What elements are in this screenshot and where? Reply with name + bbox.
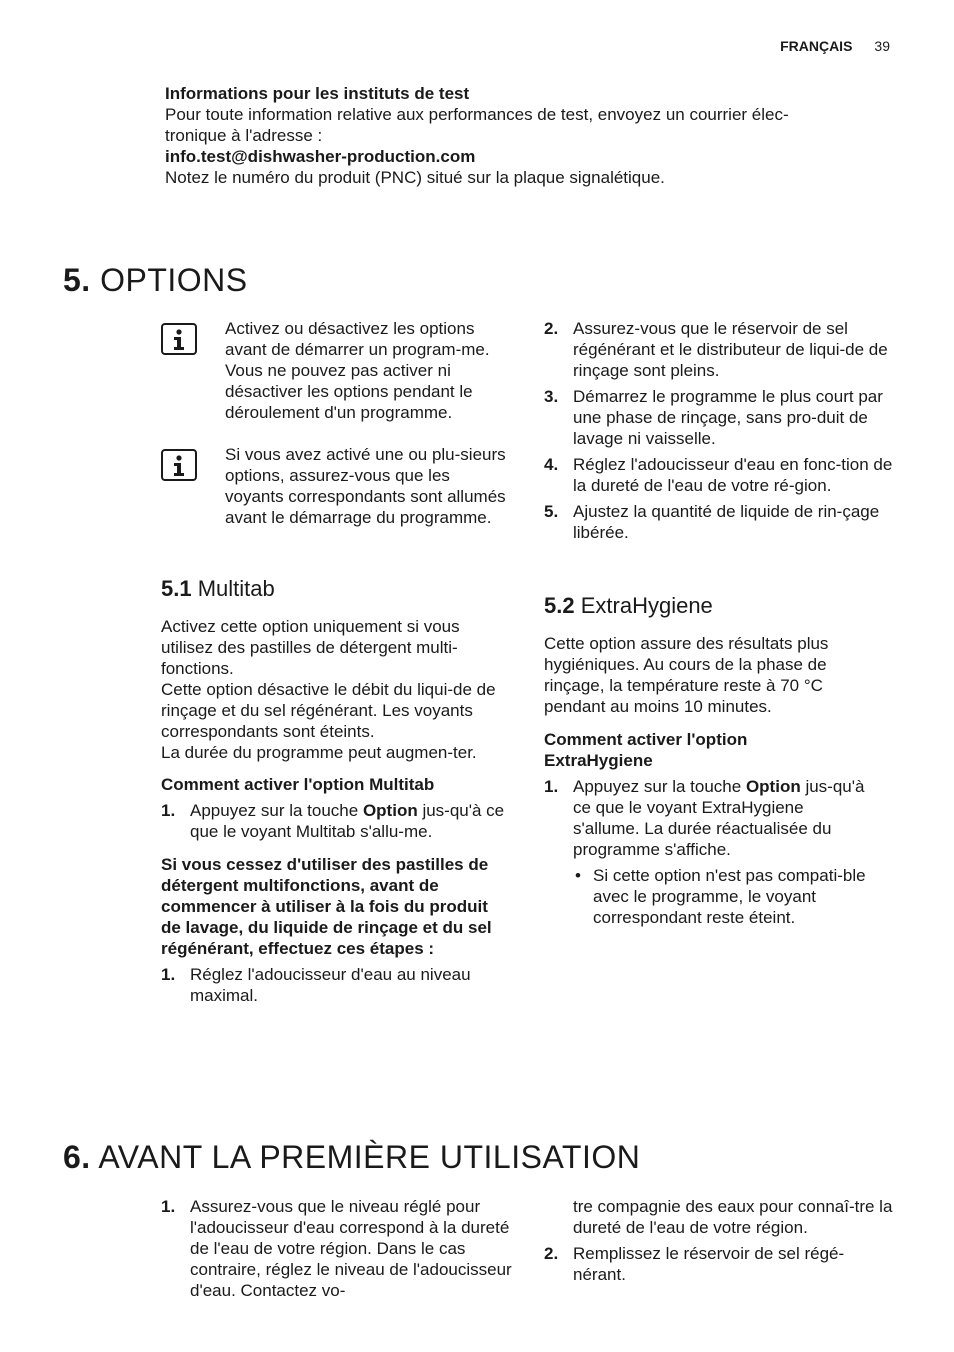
multitab-body [161, 616, 511, 1006]
page-header [760, 38, 890, 54]
list-item [544, 1243, 896, 1285]
step-text: Ajustez la quantité de liquide de rin-çage libérée. [573, 502, 880, 542]
extrahygiene-body [544, 633, 874, 928]
option-key-label: Option [745, 777, 801, 796]
info-icon [161, 449, 197, 481]
step-text: Assurez-vous que le niveau réglé pour l'adoucisseur d'eau correspond à la dureté de l'eau de votre région. Dans le cas contraire, réglez le niveau de l'adoucisseur d'eau. Contactez vo- [190, 1197, 512, 1300]
list-number: 1. [161, 965, 176, 984]
info-note-1: Activez ou désactivez les options avant de démarrer un program-me. Vous ne pouvez pas activer ni désactiver les options pendant le déroulement d'un programme. [225, 319, 490, 422]
step-text: Assurez-vous que le réservoir de sel régénérant et le distributeur de liqui-de de rinçage sont pleins. [573, 319, 888, 380]
subsection-5-2-heading [544, 593, 713, 619]
section-5-heading [63, 261, 248, 299]
section-number: 6. [63, 1139, 91, 1175]
info-title: Informations pour les instituts de test [165, 84, 470, 103]
step-text: Appuyez sur la touche [573, 777, 746, 796]
how-to-title: Comment activer l'option ExtraHygiene [544, 730, 748, 770]
paragraph: Cette option assure des résultats plus hygiéniques. Au cours de la phase de rinçage, la température reste à 70 °C pendant au moins 10 minutes. [544, 634, 829, 716]
info-line-1: Pour toute information relative aux performances de test, envoyez un courrier élec- [165, 105, 789, 124]
list-number: 2. [544, 1244, 559, 1263]
info-note-2: Si vous avez activé une ou plu-sieurs options, assurez-vous que les voyants correspondants sont allumés avant le démarrage du programme. [225, 445, 506, 527]
subsection-number: 5.2 [544, 593, 575, 618]
bullet-text: Si cette option n'est pas compati-ble avec le programme, le voyant correspondant reste éteint. [593, 866, 866, 927]
list-number: 1. [544, 777, 559, 796]
subsection-title: ExtraHygiene [580, 593, 713, 618]
section-number: 5. [63, 262, 91, 298]
list-item [161, 800, 511, 842]
section-title: OPTIONS [100, 262, 248, 298]
test-institutes-info [165, 83, 895, 188]
step-text: Réglez l'adoucisseur d'eau au niveau maximal. [190, 965, 471, 1005]
section-title: AVANT LA PREMIÈRE UTILISATION [98, 1139, 641, 1175]
section-6-left [161, 1196, 513, 1301]
info-email: info.test@dishwasher-production.com [165, 147, 476, 166]
step-text: Démarrez le programme le plus court par une phase de rinçage, sans pro-duit de lavage ni vaisselle. [573, 387, 883, 448]
list-item [544, 454, 896, 496]
list-item [544, 386, 896, 449]
step-text-continued: tre compagnie des eaux pour connaî-tre la dureté de l'eau de votre région. [573, 1197, 893, 1237]
how-to-title: Comment activer l'option Multitab [161, 775, 435, 794]
step-text: Remplissez le réservoir de sel régé-nérant. [573, 1244, 845, 1284]
list-item [544, 501, 896, 543]
step-text: jus-qu'à ce que le voyant Multitab s'allu-me. [190, 801, 505, 841]
list-number: 3. [544, 387, 559, 406]
bullet-icon: • [575, 866, 581, 885]
step-text: Réglez l'adoucisseur d'eau en fonc-tion de la dureté de l'eau de votre ré-gion. [573, 455, 893, 495]
list-item [544, 318, 896, 381]
page-number: 39 [874, 38, 890, 54]
multitab-steps-continued [544, 318, 896, 543]
list-item [161, 1196, 513, 1301]
info-icon [161, 323, 197, 355]
subsection-number: 5.1 [161, 576, 192, 601]
list-number: 1. [161, 801, 176, 820]
step-text: jus-qu'à ce que le voyant ExtraHygiene s'allume. La durée réactualisée du programme s'affiche. [573, 777, 865, 859]
paragraph: Cette option désactive le débit du liqui-de de rinçage et du sel régénérant. Les voyants correspondants sont éteints. [161, 680, 496, 741]
list-number: 1. [161, 1197, 176, 1216]
warning-text: Si vous cessez d'utiliser des pastilles de détergent multifonctions, avant de commencer à utiliser à la fois du produit de lavage, du liquide de rinçage et du sel régénérant, effectuez ces étapes : [161, 855, 492, 958]
list-item [544, 776, 874, 860]
subsection-5-1-heading [161, 576, 275, 602]
option-key-label: Option [362, 801, 418, 820]
info-line-3: Notez le numéro du produit (PNC) situé sur la plaque signalétique. [165, 168, 665, 187]
list-item [161, 964, 511, 1006]
subsection-title: Multitab [197, 576, 275, 601]
info-line-2: tronique à l'adresse : [165, 126, 323, 145]
list-number: 5. [544, 502, 559, 521]
paragraph: La durée du programme peut augmen-ter. [161, 743, 477, 762]
step-text: Appuyez sur la touche [190, 801, 363, 820]
list-number: 4. [544, 455, 559, 474]
paragraph: Activez cette option uniquement si vous utilisez des pastilles de détergent multi-fonctions. [161, 617, 460, 678]
language-label: FRANÇAIS [780, 38, 853, 54]
bullet-item [573, 865, 874, 928]
section-6-heading [63, 1138, 640, 1176]
list-number: 2. [544, 319, 559, 338]
section-6-right [544, 1196, 896, 1285]
